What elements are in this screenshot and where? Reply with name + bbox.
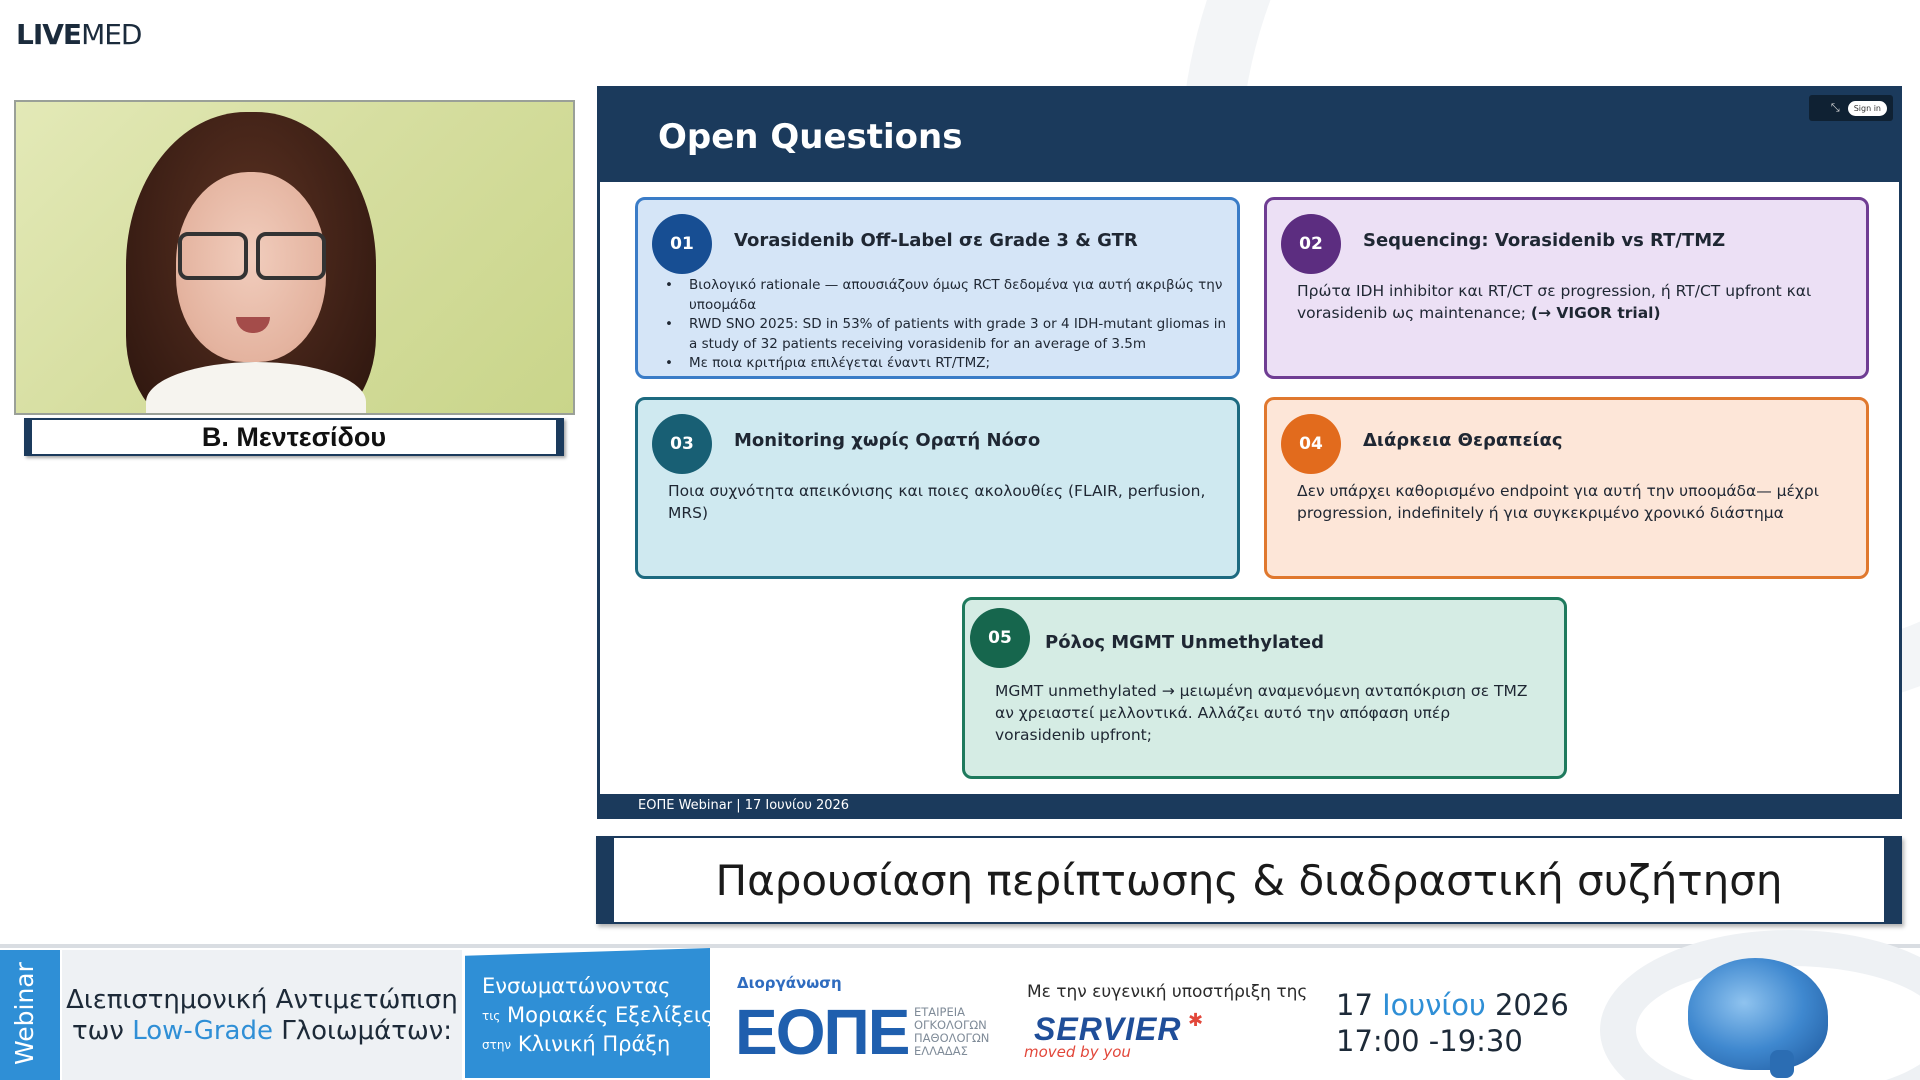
eope-subtitle-line: ΕΛΛΑΔΑΣ — [914, 1043, 968, 1058]
eope-subtitle-line: ΠΑΘΟΛΟΓΩΝ — [914, 1030, 990, 1045]
slide-title: Open Questions — [658, 117, 963, 157]
subtitle-small-word: τις — [482, 1009, 501, 1023]
eope-subtitle — [914, 1006, 989, 1058]
logo-live-text: LIVE — [16, 18, 82, 51]
subtitle-line2 — [482, 1003, 713, 1027]
card-body: MGMT unmethylated → μειωμένη αναμενόμενη ανταπόκριση σε TMZ αν χρειαστεί μελλοντικά. Αλλάζει αυτό την απόφαση υπέρ vorasidenib upfront; — [995, 682, 1528, 744]
event-title-line2 — [64, 1016, 460, 1047]
sign-in-button[interactable]: Sign in — [1848, 101, 1887, 116]
card-bullet: • Βιολογικό rationale — απουσιάζουν όμως RCT δεδομένα για αυτή ακριβώς την υποομάδα — [663, 276, 1233, 315]
question-card-02 — [1264, 197, 1869, 379]
servier-tagline: moved by you — [1024, 1043, 1131, 1061]
logo-med-text: MED — [81, 18, 142, 51]
subtitle-text: Κλινική Πράξη — [517, 1032, 671, 1056]
exit-fullscreen-icon[interactable]: ⤡ — [1830, 101, 1840, 114]
brain-icon — [1688, 958, 1828, 1070]
event-time: 17:00 -19:30 — [1336, 1024, 1523, 1058]
question-card-04 — [1264, 397, 1869, 579]
speaker-video — [14, 100, 575, 415]
event-title-line1: Διεπιστημονική Αντιμετώπιση — [66, 985, 458, 1015]
support-label: Με την ευγενική υποστήριξη της — [1027, 982, 1308, 1002]
card-bullet-list — [663, 276, 1233, 374]
question-card-03 — [635, 397, 1240, 579]
card-bullet: • Με ποια κριτήρια επιλέγεται έναντι RT/TMZ; — [663, 354, 1233, 374]
speaker-glasses — [176, 232, 328, 276]
card-body-bold-text: (→ VIGOR trial) — [1530, 304, 1661, 322]
card-title: Monitoring χωρίς Ορατή Νόσο — [734, 430, 1041, 451]
card-number-badge: 03 — [652, 414, 712, 474]
subtitle-line3 — [482, 1032, 670, 1056]
event-title-highlight: Low-Grade — [132, 1016, 273, 1047]
subtitle-small-word: στην — [482, 1038, 512, 1052]
card-title: Sequencing: Vorasidenib vs RT/TMZ — [1363, 230, 1726, 251]
date-day: 17 — [1336, 988, 1383, 1022]
organizer-label: Διοργάνωση — [737, 974, 842, 992]
card-number-badge: 02 — [1281, 214, 1341, 274]
card-title: Vorasidenib Off-Label σε Grade 3 & GTR — [734, 230, 1138, 251]
speaker-nameplate: Β. Μεντεσίδου — [24, 418, 564, 456]
webinar-label: Webinar — [10, 962, 39, 1065]
eope-logo: ΕΟΠΕ — [735, 996, 909, 1068]
card-bullet: • RWD SNO 2025: SD in 53% of patients with grade 3 or 4 IDH-mutant gliomas in a study of 32 patients receiving vorasidenib for an average of 3.5m — [663, 315, 1233, 354]
question-card-05 — [962, 597, 1567, 779]
question-card-01 — [635, 197, 1240, 379]
date-month: Ιουνίου — [1382, 988, 1486, 1022]
eope-subtitle-line: ΟΓΚΟΛΟΓΩΝ — [914, 1017, 987, 1032]
eope-subtitle-line: ΕΤΑΙΡΕΙΑ — [914, 1005, 966, 1019]
event-title — [64, 985, 460, 1047]
event-title-text: Γλοιωμάτων: — [273, 1016, 453, 1047]
slide-header — [600, 89, 1899, 182]
event-title-text: των — [71, 1016, 133, 1047]
slide-footer: ΕΟΠΕ Webinar | 17 Ιουνίου 2026 — [600, 794, 1899, 816]
card-number-badge: 04 — [1281, 414, 1341, 474]
card-body — [1297, 280, 1857, 324]
session-banner: Παρουσίαση περίπτωσης & διαδραστική συζήτηση — [596, 836, 1902, 924]
servier-logo: SERVIER — [1034, 1011, 1182, 1047]
date-year: 2026 — [1485, 988, 1569, 1022]
card-title: Διάρκεια Θεραπείας — [1363, 430, 1563, 451]
card-body: Ποια συχνότητα απεικόνισης και ποιες ακολουθίες (FLAIR, perfusion, MRS) — [668, 482, 1206, 522]
card-body: Δεν υπάρχει καθορισμένο endpoint για αυτή την υποομάδα— μέχρι progression, indefinitely ή για συγκεκριμένο χρονικό διάστημα — [1297, 482, 1819, 522]
card-body-text: Πρώτα IDH inhibitor και RT/CT σε progression, ή RT/CT upfront και vorasidenib ως maintenance; — [1297, 282, 1812, 322]
livemed-logo — [16, 18, 141, 51]
viewer-controls — [1809, 95, 1893, 121]
servier-star-icon: ✱ — [1188, 1010, 1204, 1031]
card-body — [663, 276, 1233, 374]
card-number-badge: 05 — [970, 608, 1030, 668]
bottom-divider — [0, 944, 1920, 948]
brain-stem-icon — [1770, 1050, 1794, 1078]
presentation-slide — [597, 86, 1902, 819]
subtitle-text: Μοριακές Εξελίξεις — [507, 1003, 714, 1027]
card-number-badge: 01 — [652, 214, 712, 274]
card-title: Ρόλος MGMT Unmethylated — [1045, 632, 1324, 653]
subtitle-line1: Ενσωματώνοντας — [482, 974, 671, 998]
event-date — [1336, 988, 1569, 1022]
